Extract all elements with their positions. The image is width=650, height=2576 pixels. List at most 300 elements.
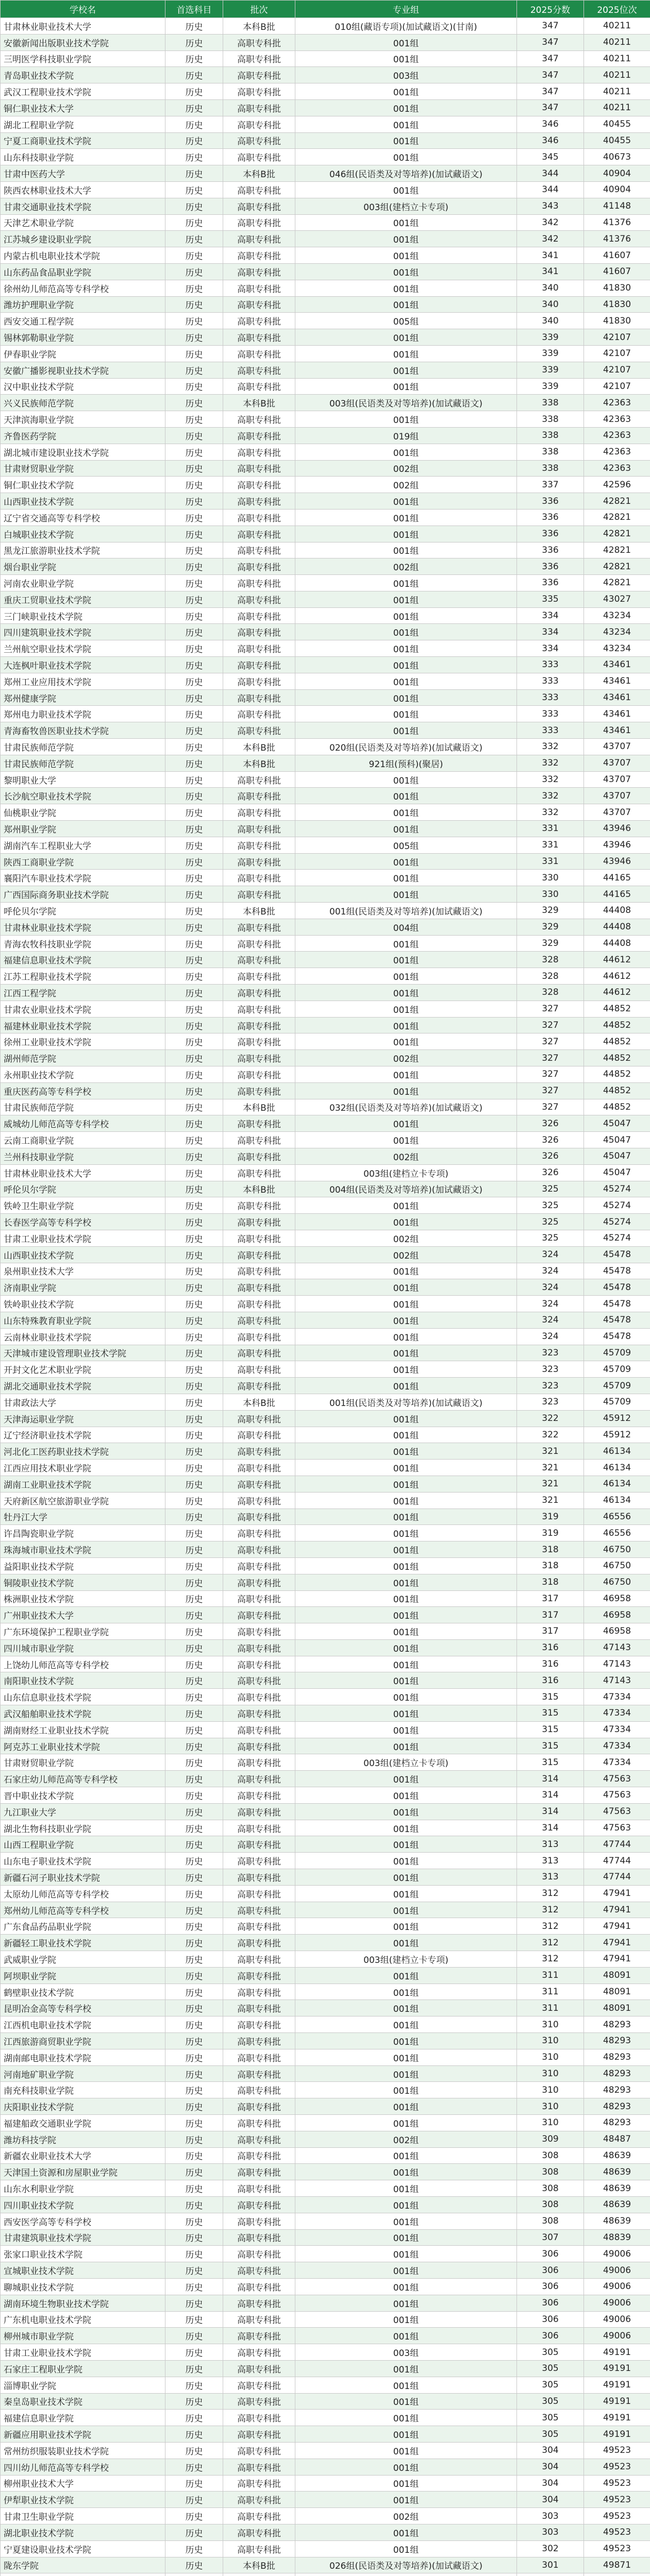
batch-cell: 高职专科批 bbox=[223, 1246, 295, 1263]
rank-cell: 43461 bbox=[584, 689, 650, 706]
rank-cell: 41830 bbox=[584, 313, 650, 329]
school-cell: 山西职业技术学院 bbox=[1, 1246, 165, 1263]
batch-cell: 高职专科批 bbox=[223, 2246, 295, 2262]
score-cell: 326 bbox=[517, 1164, 584, 1181]
major-group-cell: 001组 bbox=[295, 1197, 517, 1214]
score-cell: 313 bbox=[517, 1853, 584, 1869]
batch-cell: 本科B批 bbox=[223, 903, 295, 919]
score-cell: 302 bbox=[517, 2540, 584, 2557]
school-cell: 山东信息职业技术学院 bbox=[1, 1689, 165, 1705]
rank-cell: 47563 bbox=[584, 1820, 650, 1836]
subject-cell: 历史 bbox=[165, 2229, 223, 2246]
rank-cell: 40211 bbox=[584, 50, 650, 67]
major-group-cell: 001组 bbox=[295, 1853, 517, 1869]
rank-cell: 42363 bbox=[584, 460, 650, 477]
batch-cell: 高职专科批 bbox=[223, 83, 295, 100]
rank-cell: 44612 bbox=[584, 952, 650, 968]
score-cell: 324 bbox=[517, 1296, 584, 1312]
rank-cell: 44852 bbox=[584, 1050, 650, 1066]
rank-cell: 42107 bbox=[584, 378, 650, 395]
major-group-cell: 001组 bbox=[295, 362, 517, 378]
rank-cell: 40211 bbox=[584, 34, 650, 50]
header-subject: 首选科目 bbox=[165, 1, 223, 18]
rank-cell: 46134 bbox=[584, 1476, 650, 1492]
table-row bbox=[1, 1853, 650, 1869]
school-cell: 云南林业职业技术学院 bbox=[1, 1328, 165, 1345]
score-cell: 304 bbox=[517, 2475, 584, 2492]
batch-cell: 高职专科批 bbox=[223, 411, 295, 428]
score-cell: 336 bbox=[517, 575, 584, 591]
score-cell: 317 bbox=[517, 1590, 584, 1607]
score-cell: 346 bbox=[517, 132, 584, 149]
major-group-cell: 026组(民语类及对等培养)(加试藏语文) bbox=[295, 2557, 517, 2573]
table-row bbox=[1, 1984, 650, 2000]
rank-cell: 48091 bbox=[584, 1984, 650, 2000]
school-cell: 甘肃民族师范学院 bbox=[1, 739, 165, 755]
table-row bbox=[1, 149, 650, 165]
school-cell: 甘肃卫生职业学院 bbox=[1, 2508, 165, 2524]
school-cell: 呼伦贝尔学院 bbox=[1, 1181, 165, 1197]
major-group-cell: 001组 bbox=[295, 1557, 517, 1574]
major-group-cell: 001组 bbox=[295, 247, 517, 264]
school-cell: 宣城职业技术学院 bbox=[1, 2262, 165, 2279]
subject-cell: 历史 bbox=[165, 1689, 223, 1705]
score-cell: 327 bbox=[517, 1082, 584, 1099]
school-cell: 广东环境保护工程职业学院 bbox=[1, 1623, 165, 1640]
rank-cell: 47334 bbox=[584, 1754, 650, 1771]
score-cell: 325 bbox=[517, 1197, 584, 1214]
batch-cell: 高职专科批 bbox=[223, 1967, 295, 1984]
batch-cell: 高职专科批 bbox=[223, 1836, 295, 1853]
batch-cell: 高职专科批 bbox=[223, 2524, 295, 2540]
batch-cell: 高职专科批 bbox=[223, 116, 295, 132]
major-group-cell: 002组 bbox=[295, 477, 517, 493]
table-row bbox=[1, 477, 650, 493]
subject-cell: 历史 bbox=[165, 1378, 223, 1394]
score-cell: 331 bbox=[517, 837, 584, 853]
rank-cell: 49006 bbox=[584, 2295, 650, 2311]
rank-cell: 47334 bbox=[584, 1689, 650, 1705]
table-row bbox=[1, 1574, 650, 1590]
score-cell: 325 bbox=[517, 1214, 584, 1230]
school-cell: 天津滨海职业学院 bbox=[1, 411, 165, 428]
major-group-cell: 019组 bbox=[295, 427, 517, 444]
rank-cell: 42107 bbox=[584, 345, 650, 362]
school-cell: 甘肃财贸职业学院 bbox=[1, 1754, 165, 1771]
school-cell: 柳州城市职业学院 bbox=[1, 2328, 165, 2344]
school-cell: 郑州电力职业技术学院 bbox=[1, 706, 165, 722]
batch-cell: 高职专科批 bbox=[223, 2410, 295, 2426]
batch-cell: 高职专科批 bbox=[223, 1033, 295, 1050]
score-cell: 329 bbox=[517, 919, 584, 935]
school-cell: 汉中职业技术学院 bbox=[1, 378, 165, 395]
major-group-cell: 005组 bbox=[295, 313, 517, 329]
batch-cell: 高职专科批 bbox=[223, 2180, 295, 2197]
batch-cell: 高职专科批 bbox=[223, 1771, 295, 1787]
major-group-cell: 001组 bbox=[295, 2262, 517, 2279]
rank-cell: 41607 bbox=[584, 247, 650, 264]
batch-cell: 高职专科批 bbox=[223, 198, 295, 214]
score-cell: 340 bbox=[517, 296, 584, 313]
school-cell: 湖南工业职业技术学院 bbox=[1, 1476, 165, 1492]
batch-cell: 高职专科批 bbox=[223, 985, 295, 1001]
subject-cell: 历史 bbox=[165, 280, 223, 296]
subject-cell: 历史 bbox=[165, 886, 223, 903]
batch-cell: 高职专科批 bbox=[223, 1214, 295, 1230]
table-row bbox=[1, 67, 650, 83]
batch-cell: 高职专科批 bbox=[223, 1984, 295, 2000]
header-school: 学校名 bbox=[1, 1, 165, 18]
subject-cell: 历史 bbox=[165, 1951, 223, 1968]
table-row bbox=[1, 2295, 650, 2311]
score-cell: 310 bbox=[517, 2016, 584, 2033]
school-cell: 郑州幼儿师范高等专科学校 bbox=[1, 1902, 165, 1918]
batch-cell: 高职专科批 bbox=[223, 788, 295, 804]
subject-cell: 历史 bbox=[165, 2016, 223, 2033]
subject-cell: 历史 bbox=[165, 378, 223, 395]
major-group-cell: 001组 bbox=[295, 1820, 517, 1836]
major-group-cell: 001组 bbox=[295, 1263, 517, 1279]
table-row bbox=[1, 2164, 650, 2180]
batch-cell: 高职专科批 bbox=[223, 1525, 295, 1541]
score-cell: 310 bbox=[517, 2098, 584, 2115]
score-cell: 340 bbox=[517, 313, 584, 329]
school-cell: 河南农业职业学院 bbox=[1, 575, 165, 591]
batch-cell: 高职专科批 bbox=[223, 1623, 295, 1640]
major-group-cell: 001组 bbox=[295, 509, 517, 526]
major-group-cell: 001组 bbox=[295, 1001, 517, 1017]
subject-cell: 历史 bbox=[165, 985, 223, 1001]
subject-cell: 历史 bbox=[165, 509, 223, 526]
major-group-cell: 001组 bbox=[295, 1279, 517, 1296]
subject-cell: 历史 bbox=[165, 427, 223, 444]
batch-cell: 高职专科批 bbox=[223, 1738, 295, 1754]
rank-cell: 49523 bbox=[584, 2524, 650, 2540]
major-group-cell: 001组 bbox=[295, 2082, 517, 2098]
subject-cell: 历史 bbox=[165, 1460, 223, 1476]
rank-cell: 40904 bbox=[584, 181, 650, 198]
major-group-cell: 001组 bbox=[295, 1869, 517, 1886]
batch-cell: 高职专科批 bbox=[223, 2262, 295, 2279]
subject-cell: 历史 bbox=[165, 1984, 223, 2000]
school-cell: 山东特殊教育职业学院 bbox=[1, 1312, 165, 1328]
school-cell: 广西国际商务职业技术学院 bbox=[1, 886, 165, 903]
subject-cell: 历史 bbox=[165, 1099, 223, 1115]
batch-cell: 高职专科批 bbox=[223, 1721, 295, 1738]
subject-cell: 历史 bbox=[165, 1623, 223, 1640]
score-cell: 342 bbox=[517, 231, 584, 247]
rank-cell: 45912 bbox=[584, 1427, 650, 1443]
rank-cell: 49006 bbox=[584, 2246, 650, 2262]
major-group-cell: 001组 bbox=[295, 263, 517, 280]
subject-cell: 历史 bbox=[165, 1132, 223, 1148]
score-cell: 334 bbox=[517, 624, 584, 640]
table-row bbox=[1, 1525, 650, 1541]
score-cell: 344 bbox=[517, 165, 584, 182]
table-row bbox=[1, 837, 650, 853]
major-group-cell: 010组(藏语专项)(加试藏语文)(甘南) bbox=[295, 18, 517, 35]
major-group-cell: 001组 bbox=[295, 1492, 517, 1509]
rank-cell: 40904 bbox=[584, 165, 650, 182]
score-cell: 306 bbox=[517, 2262, 584, 2279]
batch-cell: 高职专科批 bbox=[223, 2082, 295, 2098]
subject-cell: 历史 bbox=[165, 2295, 223, 2311]
major-group-cell: 001组 bbox=[295, 2492, 517, 2508]
school-cell: 宁夏工商职业技术学院 bbox=[1, 132, 165, 149]
school-cell: 四川城市职业学院 bbox=[1, 1639, 165, 1656]
rank-cell: 43234 bbox=[584, 640, 650, 657]
subject-cell: 历史 bbox=[165, 722, 223, 739]
batch-cell: 高职专科批 bbox=[223, 575, 295, 591]
subject-cell: 历史 bbox=[165, 2213, 223, 2229]
subject-cell: 历史 bbox=[165, 1279, 223, 1296]
batch-cell: 高职专科批 bbox=[223, 1754, 295, 1771]
rank-cell: 47143 bbox=[584, 1656, 650, 1672]
major-group-cell: 001组 bbox=[295, 1984, 517, 2000]
school-cell: 甘肃工业职业技术学院 bbox=[1, 1230, 165, 1246]
table-row bbox=[1, 1328, 650, 1345]
school-cell: 锡林郭勒职业学院 bbox=[1, 329, 165, 346]
major-group-cell: 001组 bbox=[295, 296, 517, 313]
subject-cell: 历史 bbox=[165, 18, 223, 35]
major-group-cell: 001组 bbox=[295, 1787, 517, 1804]
score-cell: 343 bbox=[517, 198, 584, 214]
score-cell: 335 bbox=[517, 591, 584, 607]
score-cell: 338 bbox=[517, 444, 584, 460]
rank-cell: 40455 bbox=[584, 116, 650, 132]
table-row bbox=[1, 1345, 650, 1361]
table-row bbox=[1, 329, 650, 346]
major-group-cell: 003组(民语类及对等培养)(加试藏语文) bbox=[295, 395, 517, 411]
school-cell: 济南职业学院 bbox=[1, 1279, 165, 1296]
school-cell: 泉州职业技术大学 bbox=[1, 1263, 165, 1279]
rank-cell: 49191 bbox=[584, 2377, 650, 2393]
batch-cell: 高职专科批 bbox=[223, 1869, 295, 1886]
batch-cell: 高职专科批 bbox=[223, 2196, 295, 2213]
subject-cell: 历史 bbox=[165, 116, 223, 132]
subject-cell: 历史 bbox=[165, 1443, 223, 1460]
score-cell: 306 bbox=[517, 2246, 584, 2262]
major-group-cell: 001组 bbox=[295, 1771, 517, 1787]
school-cell: 潍坊护理职业学院 bbox=[1, 296, 165, 313]
school-cell: 陕西工商职业学院 bbox=[1, 853, 165, 870]
table-row bbox=[1, 2278, 650, 2295]
major-group-cell bbox=[295, 2573, 517, 2576]
subject-cell: 历史 bbox=[165, 1492, 223, 1509]
major-group-cell: 001组 bbox=[295, 771, 517, 788]
subject-cell: 历史 bbox=[165, 132, 223, 149]
rank-cell: 48639 bbox=[584, 2180, 650, 2197]
rank-cell: 44165 bbox=[584, 886, 650, 903]
table-row bbox=[1, 2000, 650, 2016]
score-cell: 321 bbox=[517, 1460, 584, 1476]
major-group-cell: 001组 bbox=[295, 1541, 517, 1558]
score-cell: 316 bbox=[517, 1656, 584, 1672]
batch-cell: 高职专科批 bbox=[223, 132, 295, 149]
subject-cell: 历史 bbox=[165, 2410, 223, 2426]
rank-cell: 49191 bbox=[584, 2410, 650, 2426]
major-group-cell: 001组 bbox=[295, 1132, 517, 1148]
batch-cell: 本科B批 bbox=[223, 18, 295, 35]
table-row bbox=[1, 1672, 650, 1689]
school-cell: 山东科技职业学院 bbox=[1, 149, 165, 165]
score-cell: 305 bbox=[517, 2426, 584, 2443]
batch-cell: 高职专科批 bbox=[223, 2311, 295, 2328]
table-row bbox=[1, 935, 650, 952]
batch-cell: 高职专科批 bbox=[223, 1787, 295, 1804]
school-cell: 伊犁职业技术学院 bbox=[1, 2492, 165, 2508]
score-cell: 334 bbox=[517, 607, 584, 624]
table-row bbox=[1, 1017, 650, 1033]
score-cell: 308 bbox=[517, 2147, 584, 2164]
table-row bbox=[1, 2540, 650, 2557]
subject-cell: 历史 bbox=[165, 1033, 223, 1050]
subject-cell: 历史 bbox=[165, 1066, 223, 1083]
score-cell: 308 bbox=[517, 2196, 584, 2213]
major-group-cell: 001组 bbox=[295, 2049, 517, 2065]
major-group-cell: 001组 bbox=[295, 1689, 517, 1705]
table-row bbox=[1, 968, 650, 985]
major-group-cell: 032组(民语类及对等培养)(加试藏语文) bbox=[295, 1099, 517, 1115]
batch-cell: 高职专科批 bbox=[223, 919, 295, 935]
table-row bbox=[1, 1181, 650, 1197]
school-cell: 四川职业技术学院 bbox=[1, 2196, 165, 2213]
table-row bbox=[1, 2147, 650, 2164]
batch-cell: 高职专科批 bbox=[223, 2492, 295, 2508]
rank-cell: 46750 bbox=[584, 1574, 650, 1590]
rank-cell: 44852 bbox=[584, 1017, 650, 1033]
batch-cell: 高职专科批 bbox=[223, 1328, 295, 1345]
rank-cell: 45709 bbox=[584, 1394, 650, 1410]
school-cell: 甘肃林业职业技术学院 bbox=[1, 919, 165, 935]
batch-cell: 高职专科批 bbox=[223, 1001, 295, 1017]
major-group-cell: 002组 bbox=[295, 1050, 517, 1066]
score-cell: 338 bbox=[517, 427, 584, 444]
table-row bbox=[1, 2328, 650, 2344]
batch-cell: 高职专科批 bbox=[223, 1427, 295, 1443]
score-cell: 314 bbox=[517, 1820, 584, 1836]
subject-cell: 历史 bbox=[165, 689, 223, 706]
score-cell: 333 bbox=[517, 673, 584, 689]
rank-cell: 42821 bbox=[584, 542, 650, 558]
rank-cell: 44165 bbox=[584, 870, 650, 886]
subject-cell: 历史 bbox=[165, 493, 223, 510]
batch-cell bbox=[223, 2573, 295, 2576]
major-group-cell: 001组 bbox=[295, 870, 517, 886]
batch-cell: 高职专科批 bbox=[223, 1918, 295, 1935]
table-row bbox=[1, 1230, 650, 1246]
school-cell: 阿克苏工业职业技术学院 bbox=[1, 1738, 165, 1754]
major-group-cell: 001组 bbox=[295, 1525, 517, 1541]
subject-cell: 历史 bbox=[165, 1296, 223, 1312]
subject-cell: 历史 bbox=[165, 1754, 223, 1771]
school-cell: 宁夏建设职业技术学院 bbox=[1, 2540, 165, 2557]
batch-cell: 本科B批 bbox=[223, 755, 295, 771]
school-cell: 兴义民族师范学院 bbox=[1, 395, 165, 411]
subject-cell: 历史 bbox=[165, 739, 223, 755]
major-group-cell: 001组 bbox=[295, 2360, 517, 2377]
score-cell: 333 bbox=[517, 706, 584, 722]
rank-cell: 43461 bbox=[584, 722, 650, 739]
rank-cell: 48293 bbox=[584, 2115, 650, 2131]
table-row bbox=[1, 247, 650, 264]
rank-cell: 42821 bbox=[584, 558, 650, 575]
score-cell: 327 bbox=[517, 1050, 584, 1066]
table-row bbox=[1, 1771, 650, 1787]
subject-cell: 历史 bbox=[165, 2393, 223, 2410]
rank-cell: 41607 bbox=[584, 263, 650, 280]
school-cell: 黑龙江旅游职业技术学院 bbox=[1, 542, 165, 558]
table-row bbox=[1, 362, 650, 378]
major-group-cell: 001组 bbox=[295, 2426, 517, 2443]
table-row bbox=[1, 214, 650, 231]
subject-cell: 历史 bbox=[165, 1590, 223, 1607]
school-cell: 甘肃林业职业技术大学 bbox=[1, 18, 165, 35]
batch-cell: 高职专科批 bbox=[223, 2344, 295, 2361]
score-cell: 316 bbox=[517, 1639, 584, 1656]
table-row bbox=[1, 1885, 650, 1902]
subject-cell: 历史 bbox=[165, 1607, 223, 1623]
subject-cell: 历史 bbox=[165, 935, 223, 952]
score-cell: 321 bbox=[517, 1443, 584, 1460]
batch-cell: 高职专科批 bbox=[223, 2442, 295, 2459]
batch-cell: 高职专科批 bbox=[223, 870, 295, 886]
school-cell: 江西工程学院 bbox=[1, 985, 165, 1001]
subject-cell: 历史 bbox=[165, 952, 223, 968]
rank-cell: 47941 bbox=[584, 1885, 650, 1902]
rank-cell: 42596 bbox=[584, 477, 650, 493]
batch-cell: 高职专科批 bbox=[223, 1885, 295, 1902]
school-cell: 昆明冶金高等专科学校 bbox=[1, 2000, 165, 2016]
score-cell: 310 bbox=[517, 2082, 584, 2098]
batch-cell: 高职专科批 bbox=[223, 558, 295, 575]
major-group-cell: 002组 bbox=[295, 1148, 517, 1164]
score-cell: 305 bbox=[517, 2410, 584, 2426]
rank-cell: 40211 bbox=[584, 18, 650, 35]
school-cell: 石家庄工程职业学院 bbox=[1, 2360, 165, 2377]
school-cell: 淄博职业学院 bbox=[1, 2377, 165, 2393]
batch-cell: 高职专科批 bbox=[223, 329, 295, 346]
subject-cell: 历史 bbox=[165, 1246, 223, 1263]
subject-cell: 历史 bbox=[165, 1918, 223, 1935]
school-cell: 山西职业技术学院 bbox=[1, 493, 165, 510]
score-cell: 332 bbox=[517, 804, 584, 821]
school-cell: 山东水利职业学院 bbox=[1, 2180, 165, 2197]
batch-cell: 高职专科批 bbox=[223, 1115, 295, 1132]
table-row bbox=[1, 673, 650, 689]
header-batch: 批次 bbox=[223, 1, 295, 18]
subject-cell: 历史 bbox=[165, 1197, 223, 1214]
batch-cell: 高职专科批 bbox=[223, 624, 295, 640]
school-cell: 徐州幼儿师范高等专科学校 bbox=[1, 280, 165, 296]
subject-cell: 历史 bbox=[165, 34, 223, 50]
table-row bbox=[1, 1509, 650, 1525]
major-group-cell: 003组(建档立卡专项) bbox=[295, 1164, 517, 1181]
subject-cell: 历史 bbox=[165, 837, 223, 853]
score-cell: 328 bbox=[517, 985, 584, 1001]
batch-cell: 高职专科批 bbox=[223, 1197, 295, 1214]
major-group-cell: 921组(预科)(聚居) bbox=[295, 755, 517, 771]
table-row bbox=[1, 280, 650, 296]
subject-cell: 历史 bbox=[165, 477, 223, 493]
rank-cell: 48487 bbox=[584, 2131, 650, 2147]
major-group-cell: 001组 bbox=[295, 1017, 517, 1033]
rank-cell: 43707 bbox=[584, 804, 650, 821]
batch-cell: 高职专科批 bbox=[223, 427, 295, 444]
table-row bbox=[1, 755, 650, 771]
table-row bbox=[1, 706, 650, 722]
subject-cell: 历史 bbox=[165, 1017, 223, 1033]
